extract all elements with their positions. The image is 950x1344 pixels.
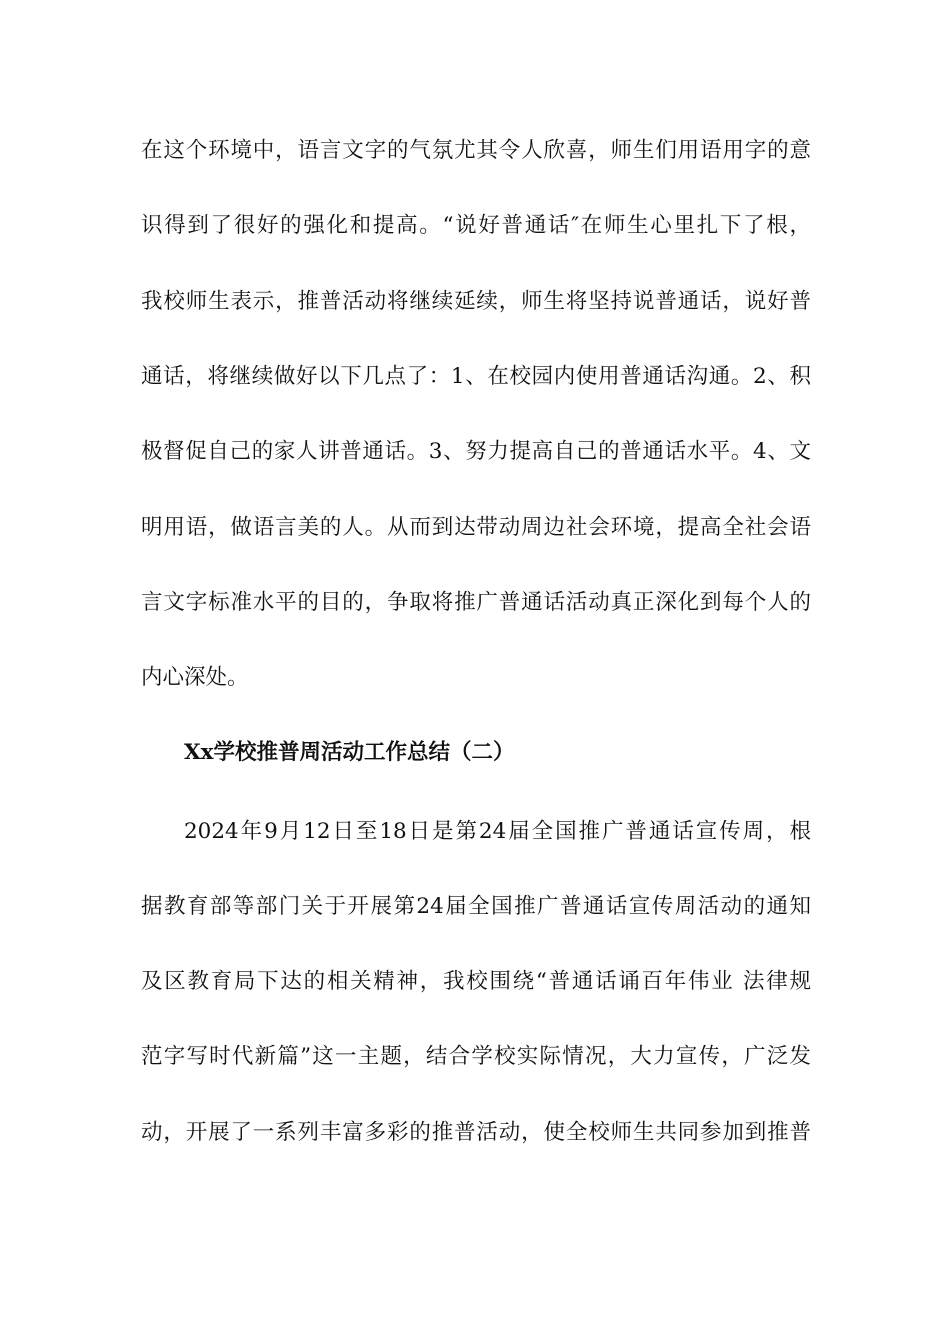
- paragraph-line: 识得到了很好的强化和提高。“说好普通话″在师生心里扎下了根，: [141, 213, 811, 238]
- paragraph-line: 内心深处。: [141, 665, 249, 690]
- paragraph-line: 通话，将继续做好以下几点了：1、在校园内使用普通话沟通。2、积: [141, 364, 811, 389]
- paragraph-line: 在这个环境中，语言文字的气氛尤其令人欣喜，师生们用语用字的意: [141, 138, 811, 163]
- paragraph-line: 2024年9月12日至18日是第24届全国推广普通话宣传周，根: [184, 819, 811, 844]
- paragraph-line: 极督促自己的家人讲普通话。3、努力提高自己的普通话水平。4、文: [141, 439, 811, 464]
- paragraph-line: 动，开展了一系列丰富多彩的推普活动，使全校师生共同参加到推普: [141, 1120, 811, 1145]
- paragraph-line: 据教育部等部门关于开展第24届全国推广普通话宣传周活动的通知: [141, 894, 811, 919]
- paragraph-line: 言文字标准水平的目的，争取将推广普通话活动真正深化到每个人的: [141, 590, 811, 615]
- section-title: Xx学校推普周活动工作总结（二）: [184, 740, 515, 765]
- paragraph-line: 明用语，做语言美的人。从而到达带动周边社会环境，提高全社会语: [141, 515, 811, 540]
- paragraph-line: 及区教育局下达的相关精神，我校围绕“普通话诵百年伟业 法律规: [141, 969, 811, 994]
- paragraph-line: 范字写时代新篇”这一主题，结合学校实际情况，大力宣传，广泛发: [141, 1044, 811, 1069]
- paragraph-line: 我校师生表示，推普活动将继续延续，师生将坚持说普通话，说好普: [141, 289, 811, 314]
